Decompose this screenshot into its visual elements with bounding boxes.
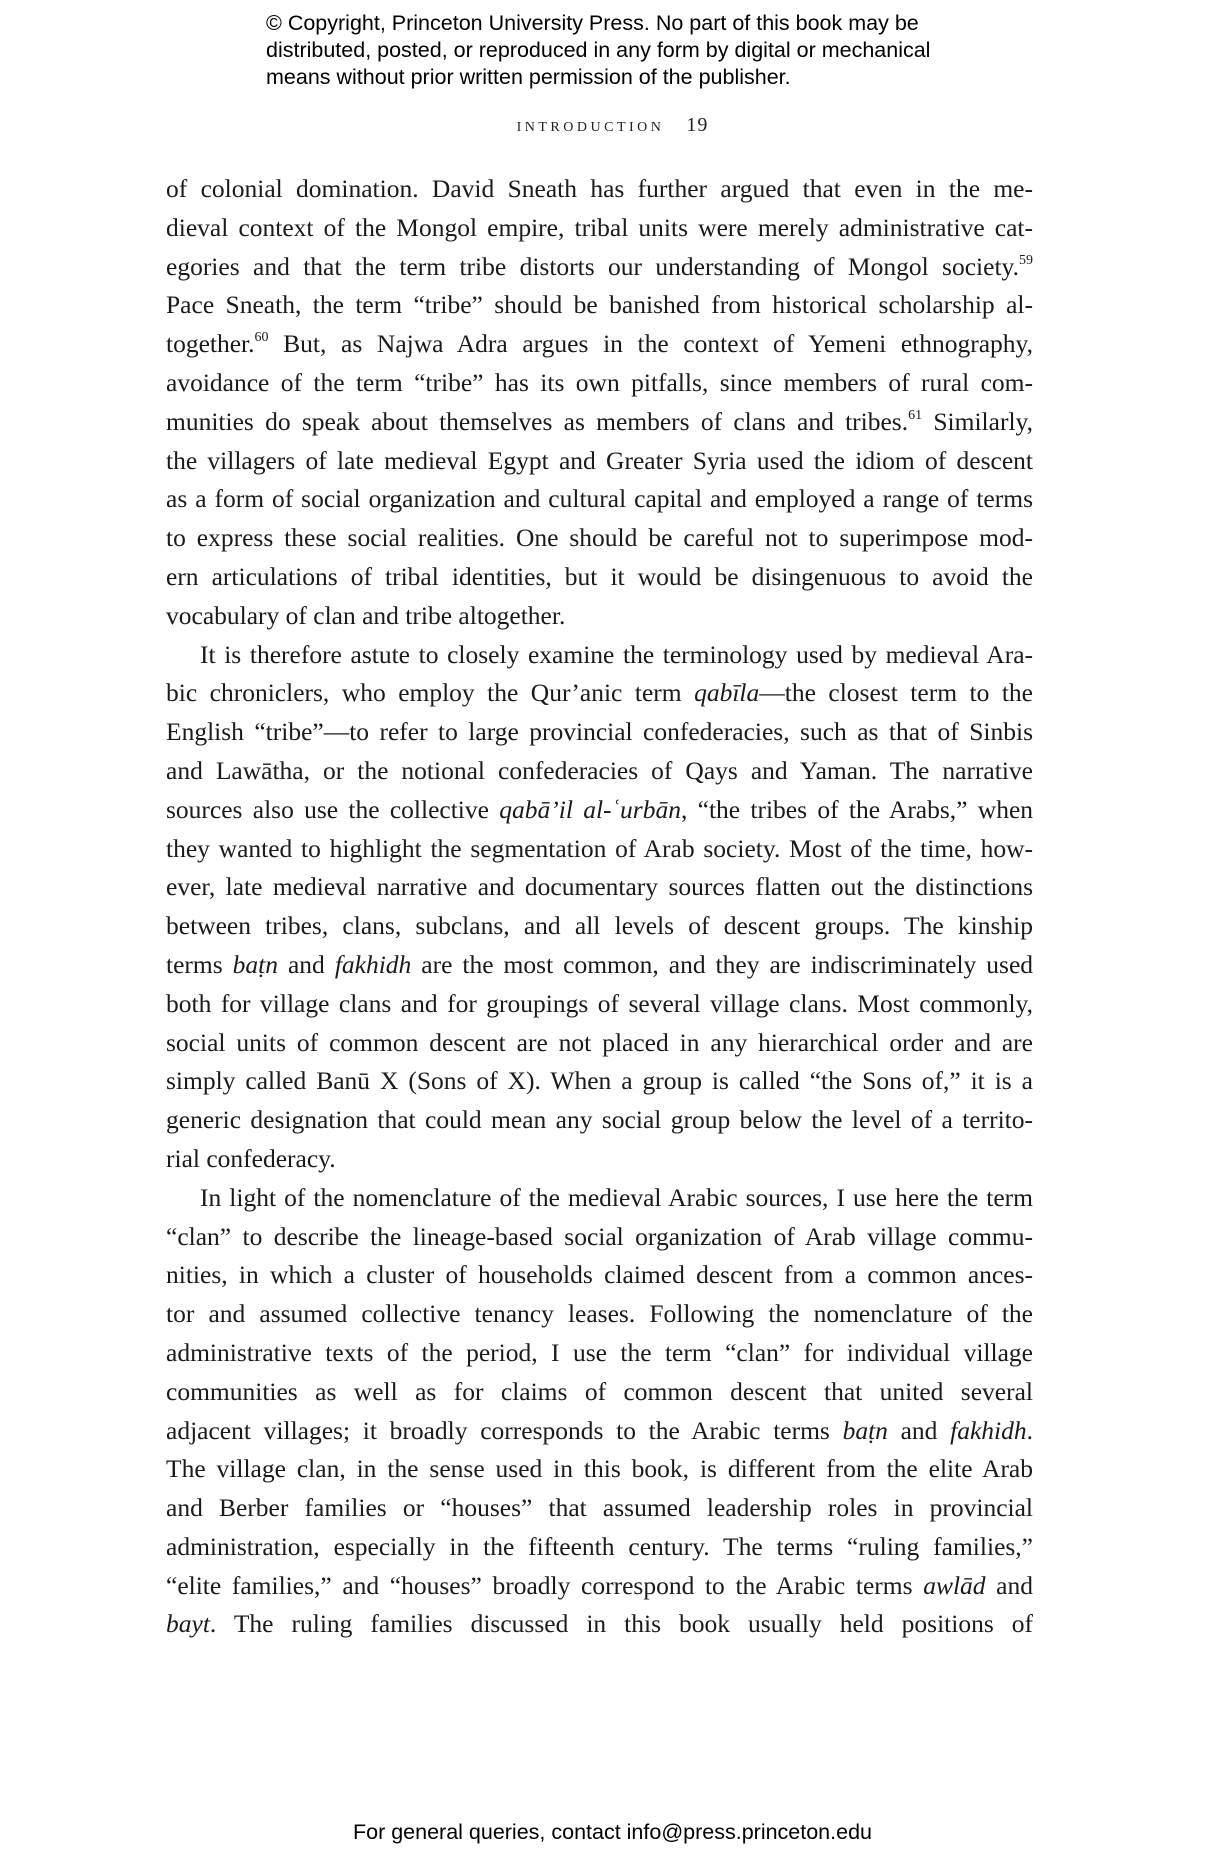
text-line: and Berber families or “houses” that assumed leadership roles in provincial bbox=[166, 1493, 1033, 1523]
italic-term: fakhidh bbox=[334, 949, 412, 979]
text-line: to express these social realities. One should be careful not to superimpose mod- bbox=[166, 523, 1033, 553]
text-line: rial confederacy. bbox=[166, 1143, 336, 1173]
italic-term: qabā’il al-ʿurbān bbox=[499, 794, 681, 824]
text-line: they wanted to highlight the segmentation of Arab society. Most of the time, how- bbox=[166, 833, 1033, 863]
copyright-notice bbox=[266, 10, 1026, 91]
text-line: bic chroniclers, who employ the Qur’anic term qabīla—the closest term to the bbox=[166, 678, 1033, 708]
text-line: ern articulations of tribal identities, but it would be disingenuous to avoid the bbox=[166, 561, 1033, 591]
text-line: Pace Sneath, the term “tribe” should be banished from historical scholarship al- bbox=[166, 290, 1033, 320]
text-line: tor and assumed collective tenancy leases. Following the nomenclature of the bbox=[166, 1299, 1033, 1329]
text-line: administration, especially in the fifteenth century. The terms “ruling families,” bbox=[166, 1531, 1033, 1561]
text-line: munities do speak about themselves as members of clans and tribes.$^{61}$ Similarly, bbox=[166, 406, 1033, 436]
italic-term: awlād bbox=[923, 1570, 986, 1600]
text-line: egories and that the term tribe distorts our understanding of Mongol society.$^{59}$ bbox=[166, 251, 1033, 281]
text-line: of colonial domination. David Sneath has further argued that even in the me- bbox=[166, 174, 1033, 203]
text-line: together.$^{60}$ But, as Najwa Adra argues in the context of Yemeni ethnography, bbox=[166, 329, 1033, 359]
text-line: ever, late medieval narrative and documentary sources flatten out the distinctions bbox=[166, 872, 1033, 902]
text-line: adjacent villages; it broadly corresponds to the Arabic terms baṭn and fakhidh. bbox=[166, 1415, 1034, 1445]
running-head bbox=[0, 114, 1225, 137]
text-line: terms baṭn and fakhidh are the most common, and they are indiscriminately used bbox=[166, 949, 1034, 979]
footnote-ref[interactable]: 59 bbox=[1019, 252, 1033, 268]
text-line: bayt. The ruling families discussed in this book usually held positions of bbox=[166, 1609, 1033, 1639]
text-line: dieval context of the Mongol empire, tribal units were merely administrative cat- bbox=[166, 212, 1033, 242]
footnote-ref[interactable]: 61 bbox=[908, 407, 923, 423]
italic-term: bayt bbox=[166, 1609, 210, 1639]
text-line: both for village clans and for groupings of several village clans. Most commonly, bbox=[166, 988, 1033, 1018]
text-line: generic designation that could mean any social group below the level of a territo- bbox=[166, 1105, 1033, 1135]
italic-term: baṭn bbox=[842, 1415, 888, 1445]
italic-term: fakhidh bbox=[950, 1415, 1027, 1445]
footnote-ref[interactable]: 60 bbox=[254, 330, 269, 346]
text-line: between tribes, clans, subclans, and all levels of descent groups. The kinship bbox=[166, 911, 1033, 941]
text-line: administrative texts of the period, I use the term “clan” for individual village bbox=[166, 1337, 1033, 1367]
page-number: 19 bbox=[686, 114, 709, 136]
text-line: and Lawātha, or the notional confederacies of Qays and Yaman. The narrative bbox=[166, 755, 1033, 785]
copyright-line: means without prior written permission of the publisher. bbox=[266, 65, 791, 89]
text-line: social units of common descent are not placed in any hierarchical order and are bbox=[166, 1027, 1033, 1057]
footer-contact: For general queries, contact info@press.princeton.edu bbox=[352, 1820, 872, 1844]
text-line: the villagers of late medieval Egypt and Greater Syria used the idiom of descent bbox=[166, 445, 1033, 475]
text-line: as a form of social organization and cultural capital and employed a range of terms bbox=[166, 484, 1033, 514]
text-line: It is therefore astute to closely examine the terminology used by medieval Ara- bbox=[200, 639, 1033, 669]
text-line: English “tribe”—to refer to large provincial confederacies, such as that of Sinbis bbox=[166, 717, 1033, 747]
text-line: simply called Banū X (Sons of X). When a group is called “the Sons of,” it is a bbox=[166, 1066, 1033, 1096]
text-line: “clan” to describe the lineage-based social organization of Arab village commu- bbox=[166, 1221, 1033, 1251]
italic-term: qabīla bbox=[694, 678, 760, 708]
text-line: avoidance of the term “tribe” has its own pitfalls, since members of rural com- bbox=[166, 367, 1033, 397]
italic-term: baṭn bbox=[232, 949, 278, 979]
body-text bbox=[166, 170, 1033, 1644]
copyright-line: © Copyright, Princeton University Press. No part of this book may be bbox=[266, 11, 919, 35]
text-line: communities as well as for claims of common descent that united several bbox=[166, 1376, 1033, 1406]
text-line: In light of the nomenclature of the medieval Arabic sources, I use here the term bbox=[200, 1182, 1033, 1212]
text-line: nities, in which a cluster of households claimed descent from a common ances- bbox=[166, 1260, 1033, 1290]
text-line: “elite families,” and “houses” broadly correspond to the Arabic terms awlād and bbox=[166, 1570, 1033, 1600]
text-line: vocabulary of clan and tribe altogether. bbox=[166, 600, 566, 630]
copyright-line: distributed, posted, or reproduced in any form by digital or mechanical bbox=[266, 38, 931, 62]
text-line: sources also use the collective qabā’il al-ʿurbān, “the tribes of the Arabs,” when bbox=[166, 794, 1034, 824]
text-line: The village clan, in the sense used in this book, is different from the elite Arab bbox=[166, 1454, 1033, 1484]
running-head-title: introduction bbox=[516, 114, 665, 136]
